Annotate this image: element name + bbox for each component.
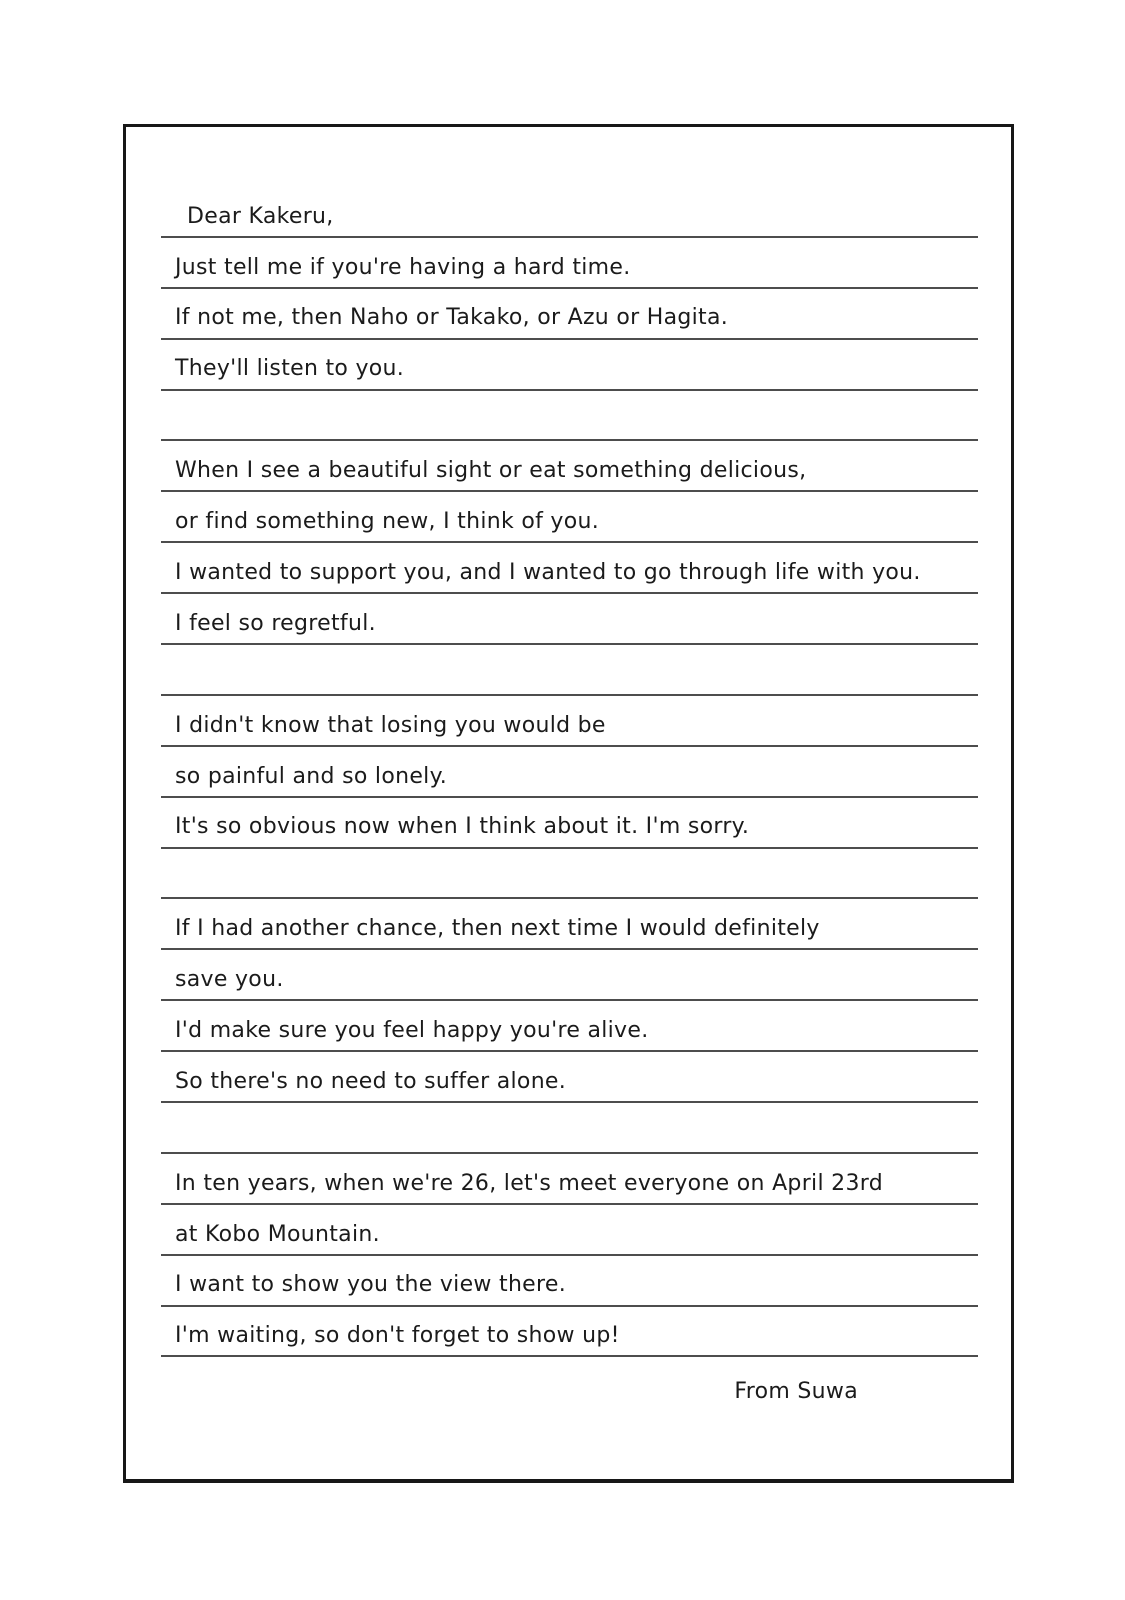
letter-line	[161, 1256, 978, 1307]
letter-line	[161, 1001, 978, 1052]
letter-line-text: If I had another chance, then next time I would definitely	[175, 916, 820, 942]
blank-line	[161, 849, 978, 900]
letter-line	[161, 950, 978, 1001]
letter-line-text	[161, 432, 175, 439]
letter-paper	[161, 187, 978, 1408]
letter-line-text: So there's no need to suffer alone.	[175, 1068, 567, 1094]
letter-line-text: They'll listen to you.	[175, 356, 405, 382]
letter-line-text: It's so obvious now when I think about it. I'm sorry.	[175, 814, 750, 840]
letter-line-text: save you.	[175, 967, 284, 993]
letter-line	[161, 340, 978, 391]
letter-line	[161, 1205, 978, 1256]
letter-line-salutation	[161, 187, 978, 238]
letter-line	[161, 696, 978, 747]
letter-line-text: so painful and so lonely.	[175, 763, 448, 789]
blank-line	[161, 391, 978, 442]
salutation-text: Dear Kakeru,	[187, 203, 334, 229]
signature-text: From Suwa	[734, 1379, 858, 1405]
letter-line-text	[161, 687, 175, 694]
blank-line	[161, 645, 978, 696]
letter-line-text: I'm waiting, so don't forget to show up!	[175, 1323, 620, 1349]
blank-line	[161, 1103, 978, 1154]
letter-line-text: or find something new, I think of you.	[175, 509, 600, 535]
letter-line-text: at Kobo Mountain.	[175, 1221, 380, 1247]
letter-panel	[123, 124, 1014, 1483]
letter-line	[161, 899, 978, 950]
letter-line	[161, 747, 978, 798]
letter-line	[161, 543, 978, 594]
letter-line-text: I'd make sure you feel happy you're alive.	[175, 1017, 649, 1043]
letter-line-text: If not me, then Naho or Takako, or Azu or Hagita.	[175, 305, 729, 331]
letter-line-text: I feel so regretful.	[175, 610, 376, 636]
letter-line	[161, 1154, 978, 1205]
letter-line-text: I want to show you the view there.	[175, 1272, 567, 1298]
letter-line	[161, 492, 978, 543]
signature-line	[161, 1357, 978, 1408]
letter-line	[161, 441, 978, 492]
letter-line-text: In ten years, when we're 26, let's meet everyone on April 23rd	[175, 1170, 883, 1196]
letter-line-text: Just tell me if you're having a hard time.	[175, 254, 631, 280]
letter-line	[161, 238, 978, 289]
letter-line-text: When I see a beautiful sight or eat something delicious,	[175, 458, 807, 484]
letter-line	[161, 1307, 978, 1358]
letter-line-text: I wanted to support you, and I wanted to go through life with you.	[175, 559, 921, 585]
letter-line	[161, 1052, 978, 1103]
letter-line	[161, 594, 978, 645]
letter-line-text: I didn't know that losing you would be	[175, 712, 606, 738]
letter-line-text	[161, 890, 175, 897]
letter-line-text	[161, 1145, 175, 1152]
letter-line	[161, 289, 978, 340]
letter-line	[161, 798, 978, 849]
